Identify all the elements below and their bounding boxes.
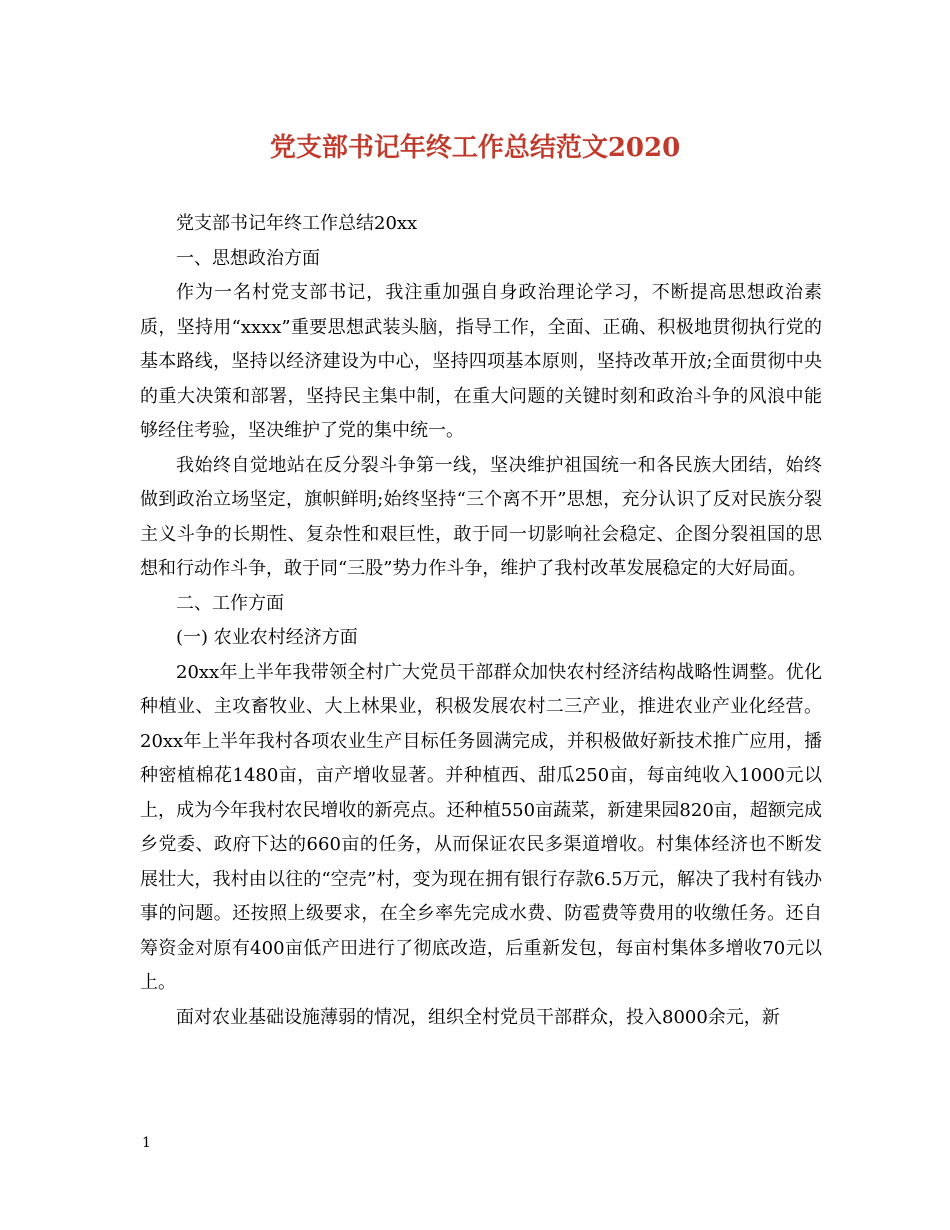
section-heading-political: 一、思想政治方面: [176, 247, 320, 269]
document-title: 党支部书记年终工作总结范文2020: [269, 133, 681, 163]
paragraph-agriculture-economy: 20xx年上半年我带领全村广大党员干部群众加快农村经济结构战略性调整。优化种植业、主攻畜牧业、大上林果业，积极发展农村二三产业，推进农业产业化经营。20xx年上半年我村各项农业生产目标任务圆满完成，并积极做好新技术推广应用，播种密植棉花1480亩，亩产增收显著。并种植西、甜瓜250亩，每亩纯收入1000元以上，成为今年我村农民增收的新亮点。还种植550亩蔬菜，新建果园820亩，超额完成乡党委、政府下达的660亩的任务，从而保证农民多渠道增收。村集体经济也不断发展壮大，我村由以往的“空壳”村，变为现在拥有银行存款6.5万元，解决了我村有钱办事的问题。还按照上级要求，在全乡率先完成水费、防雹费等费用的收缴任务。还自筹资金对原有400亩低产田进行了彻底改造，后重新发包，每亩村集体多增收70元以上。: [140, 661, 822, 993]
paragraph-subtitle: 党支部书记年终工作总结20xx: [176, 213, 418, 234]
section-heading-work: 二、工作方面: [176, 592, 284, 614]
paragraph-political-study: 作为一名村党支部书记，我注重加强自身政治理论学习，不断提高思想政治素质，坚持用“xxxx”重要思想武装头脑，指导工作，全面、正确、积极地贯彻执行党的基本路线，坚持以经济建设为中心，坚持四项基本原则，坚持改革开放;全面贯彻中央的重大决策和部署，坚持民主集中制，在重大问题的关键时刻和政治斗争的风浪中能够经住考验，坚决维护了党的集中统一。: [140, 282, 822, 441]
subsection-heading-agriculture: (一) 农业农村经济方面: [176, 627, 358, 648]
page-number: 1: [142, 1135, 151, 1151]
paragraph-infrastructure: 面对农业基础设施薄弱的情况，组织全村党员干部群众，投入8000余元，新: [176, 1006, 780, 1028]
paragraph-anti-separatism: 我始终自觉地站在反分裂斗争第一线，坚决维护祖国统一和各民族大团结，始终做到政治立场坚定，旗帜鲜明;始终坚持“三个离不开”思想，充分认识了反对民族分裂主义斗争的长期性、复杂性和艰巨性，敢于同一切影响社会稳定、企图分裂祖国的思想和行动作斗争，敢于同“三股”势力作斗争，维护了我村改革发展稳定的大好局面。: [140, 454, 822, 579]
document-body: [140, 207, 822, 1035]
